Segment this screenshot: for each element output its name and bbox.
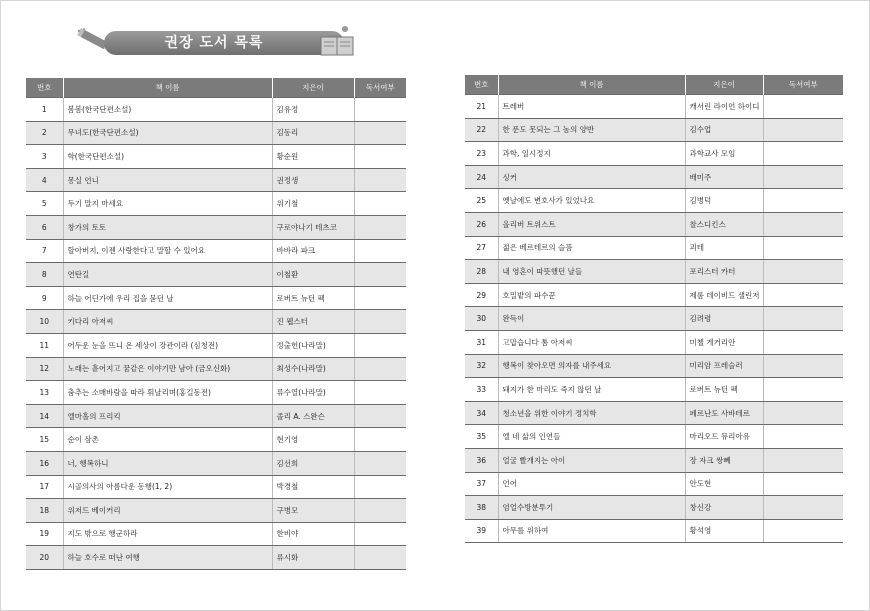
cell-num: 34 (465, 401, 498, 425)
header-author: 지은이 (272, 78, 354, 98)
cell-num: 1 (26, 98, 63, 122)
cell-book: 내 영혼이 따뜻했던 날들 (498, 260, 685, 284)
cell-read-check[interactable] (763, 118, 843, 142)
cell-book: 얼굴 빨개지는 아이 (498, 448, 685, 472)
cell-book: 시골의사의 아름다운 동행(1, 2) (63, 475, 272, 499)
cell-num: 23 (465, 142, 498, 166)
cell-author: 김동리 (272, 121, 354, 145)
table-row (465, 472, 843, 496)
table-row (26, 215, 406, 239)
cell-read-check[interactable] (354, 475, 406, 499)
cell-author: 페르난도 사바테르 (685, 401, 763, 425)
cell-book: 언어 (498, 472, 685, 496)
cell-num: 22 (465, 118, 498, 142)
table-row (26, 451, 406, 475)
cell-read-check[interactable] (354, 145, 406, 169)
cell-read-check[interactable] (763, 472, 843, 496)
cell-num: 29 (465, 283, 498, 307)
book-table-right (465, 75, 843, 543)
cell-book: 창가의 토토 (63, 215, 272, 239)
cell-author: 안도현 (685, 472, 763, 496)
cell-author: 최성수(나라말) (272, 357, 354, 381)
cell-author: 마리오드 뮤리아유 (685, 425, 763, 449)
cell-num: 19 (26, 522, 63, 546)
cell-num: 3 (26, 145, 63, 169)
table-row (465, 307, 843, 331)
cell-num: 11 (26, 333, 63, 357)
cell-num: 24 (465, 165, 498, 189)
cell-author: 로버트 뉴턴 펙 (272, 286, 354, 310)
title-banner (104, 25, 350, 59)
cell-read-check[interactable] (354, 310, 406, 334)
cell-book: 하늘 어딘가에 우리 집을 묻던 날 (63, 286, 272, 310)
cell-num: 5 (26, 192, 63, 216)
cell-book: 지도 밖으로 행군하라 (63, 522, 272, 546)
cell-book: 춤추는 소매바람을 따라 휘날리며(홍길동전) (63, 381, 272, 405)
cell-book: 행복이 찾아오면 의자를 내주세요 (498, 354, 685, 378)
cell-read-check[interactable] (763, 354, 843, 378)
cell-read-check[interactable] (763, 307, 843, 331)
cell-num: 26 (465, 212, 498, 236)
cell-book: 돼지가 한 마리도 죽지 않던 날 (498, 378, 685, 402)
cell-author: 미리암 프레슬러 (685, 354, 763, 378)
book-table-left (26, 78, 406, 570)
cell-num: 12 (26, 357, 63, 381)
header-read: 독서여부 (354, 78, 406, 98)
cell-num: 14 (26, 404, 63, 428)
table-row (465, 118, 843, 142)
table-row (465, 165, 843, 189)
cell-read-check[interactable] (354, 98, 406, 122)
cell-read-check[interactable] (354, 546, 406, 570)
table-header-row (465, 75, 843, 95)
cell-author: 장 자크 쌍뻬 (685, 448, 763, 472)
cell-read-check[interactable] (354, 286, 406, 310)
table-row (465, 189, 843, 213)
cell-read-check[interactable] (763, 260, 843, 284)
cell-author: 김병덕 (685, 189, 763, 213)
cell-book: 옛날에도 변호사가 있었나요 (498, 189, 685, 213)
cell-book: 키다리 아저씨 (63, 310, 272, 334)
table-row (465, 425, 843, 449)
cell-read-check[interactable] (763, 425, 843, 449)
cell-book: 몽실 언니 (63, 168, 272, 192)
cell-num: 38 (465, 496, 498, 520)
cell-book: 엘 네 삶의 인연들 (498, 425, 685, 449)
cell-book: 순이 삼촌 (63, 428, 272, 452)
cell-author: 로버트 뉴턴 펙 (685, 378, 763, 402)
cell-read-check[interactable] (763, 496, 843, 520)
header-num: 번호 (26, 78, 63, 98)
cell-num: 6 (26, 215, 63, 239)
cell-read-check[interactable] (763, 401, 843, 425)
table-row (26, 546, 406, 570)
cell-num: 30 (465, 307, 498, 331)
table-row (26, 286, 406, 310)
cell-read-check[interactable] (763, 330, 843, 354)
cell-author: 괴테 (685, 236, 763, 260)
table-row (465, 519, 843, 543)
cell-author: 위기철 (272, 192, 354, 216)
table-row (26, 475, 406, 499)
table-row (26, 239, 406, 263)
cell-read-check[interactable] (354, 168, 406, 192)
cell-read-check[interactable] (354, 404, 406, 428)
header-book: 책 이름 (63, 78, 272, 98)
cell-book: 학(한국단편소설) (63, 145, 272, 169)
cell-author: 박경철 (272, 475, 354, 499)
table-row (465, 401, 843, 425)
table-row (465, 142, 843, 166)
cell-book: 과학, 일시정지 (498, 142, 685, 166)
cell-author: 황순원 (272, 145, 354, 169)
cell-read-check[interactable] (763, 236, 843, 260)
cell-read-check[interactable] (354, 215, 406, 239)
header-book: 책 이름 (498, 75, 685, 95)
cell-num: 36 (465, 448, 498, 472)
cell-book: 두기 말지 마세요 (63, 192, 272, 216)
cell-num: 21 (465, 95, 498, 119)
table-row (26, 121, 406, 145)
table-row (26, 381, 406, 405)
cell-read-check[interactable] (354, 381, 406, 405)
cell-author: 김유정 (272, 98, 354, 122)
cell-num: 27 (465, 236, 498, 260)
cell-book: 아무를 위하여 (498, 519, 685, 543)
cell-author: 포리스터 카터 (685, 260, 763, 284)
cell-num: 32 (465, 354, 498, 378)
table-row (26, 263, 406, 287)
cell-book: 트레버 (498, 95, 685, 119)
cell-author: 캐서린 라이언 하이디 (685, 95, 763, 119)
cell-read-check[interactable] (763, 165, 843, 189)
table-row (465, 236, 843, 260)
cell-author: 미첼 게거리안 (685, 330, 763, 354)
cell-author: 김려령 (685, 307, 763, 331)
cell-num: 15 (26, 428, 63, 452)
table-row (465, 330, 843, 354)
cell-read-check[interactable] (354, 428, 406, 452)
table-row (26, 522, 406, 546)
cell-author: 제롬 데이비드 샐린저 (685, 283, 763, 307)
table-row (465, 448, 843, 472)
cell-author: 구로야나기 테츠코 (272, 215, 354, 239)
cell-author: 류수열(나라말) (272, 381, 354, 405)
cell-author: 찰스디킨스 (685, 212, 763, 236)
cell-book: 한 푼도 못되는 그 놈의 양반 (498, 118, 685, 142)
cell-num: 18 (26, 499, 63, 523)
cell-num: 10 (26, 310, 63, 334)
cell-book: 호밀밭의 파수꾼 (498, 283, 685, 307)
cell-num: 13 (26, 381, 63, 405)
cell-num: 37 (465, 472, 498, 496)
cell-read-check[interactable] (763, 448, 843, 472)
cell-read-check[interactable] (763, 189, 843, 213)
table-row (26, 310, 406, 334)
cell-author: 권정생 (272, 168, 354, 192)
cell-num: 17 (26, 475, 63, 499)
cell-num: 33 (465, 378, 498, 402)
cell-book: 고맙습니다 톰 아저씨 (498, 330, 685, 354)
cell-read-check[interactable] (763, 378, 843, 402)
cell-book: 싱커 (498, 165, 685, 189)
table-row (26, 499, 406, 523)
cell-author: 이철환 (272, 263, 354, 287)
cell-book: 어두운 눈을 뜨니 온 세상이 장관이라 (심청전) (63, 333, 272, 357)
cell-author: 배미주 (685, 165, 763, 189)
cell-num: 7 (26, 239, 63, 263)
cell-num: 39 (465, 519, 498, 543)
cell-book: 청소년을 위한 이야기 정치학 (498, 401, 685, 425)
table-row (465, 354, 843, 378)
cell-book: 젊은 베르테르의 슬픔 (498, 236, 685, 260)
cell-read-check[interactable] (763, 212, 843, 236)
table-row (26, 357, 406, 381)
cell-author: 졸리 A. 스완슨 (272, 404, 354, 428)
cell-read-check[interactable] (354, 121, 406, 145)
cell-book: 엘마홀의 프리킥 (63, 404, 272, 428)
cell-read-check[interactable] (354, 357, 406, 381)
cell-book: 위저드 베이커리 (63, 499, 272, 523)
table-row (26, 428, 406, 452)
table-row (465, 260, 843, 284)
cell-author: 과학교사 모임 (685, 142, 763, 166)
table-row (26, 168, 406, 192)
table-row (465, 496, 843, 520)
table-row (26, 333, 406, 357)
table-row (26, 192, 406, 216)
cell-author: 창신강 (685, 496, 763, 520)
cell-read-check[interactable] (354, 522, 406, 546)
table-row (465, 95, 843, 119)
cell-book: 하늘 호수로 떠난 여행 (63, 546, 272, 570)
cell-read-check[interactable] (354, 239, 406, 263)
cell-read-check[interactable] (354, 333, 406, 357)
cell-author: 현기영 (272, 428, 354, 452)
cell-author: 류시화 (272, 546, 354, 570)
cell-read-check[interactable] (354, 263, 406, 287)
cell-num: 16 (26, 451, 63, 475)
cell-author: 정출헌(나라말) (272, 333, 354, 357)
cell-read-check[interactable] (354, 451, 406, 475)
cell-num: 25 (465, 189, 498, 213)
cell-read-check[interactable] (763, 142, 843, 166)
table-row (26, 145, 406, 169)
cell-author: 한비야 (272, 522, 354, 546)
cell-book: 완득이 (498, 307, 685, 331)
header-read: 독서여부 (763, 75, 843, 95)
table-row (26, 98, 406, 122)
cell-author: 진 웹스터 (272, 310, 354, 334)
cell-author: 황석영 (685, 519, 763, 543)
cell-num: 2 (26, 121, 63, 145)
cell-author: 구병모 (272, 499, 354, 523)
cell-num: 28 (465, 260, 498, 284)
cell-author: 김선희 (272, 451, 354, 475)
table-row (26, 404, 406, 428)
header-num: 번호 (465, 75, 498, 95)
cell-book: 너, 행복하니 (63, 451, 272, 475)
cell-book: 할아버지, 이젠 사랑한다고 말할 수 있어요 (63, 239, 272, 263)
cell-read-check[interactable] (354, 499, 406, 523)
cell-book: 엄얼수방분투기 (498, 496, 685, 520)
book-icon (319, 23, 355, 59)
header-author: 지은이 (685, 75, 763, 95)
page-title: 권장 도서 목록 (164, 35, 264, 51)
cell-author: 김수업 (685, 118, 763, 142)
cell-read-check[interactable] (354, 192, 406, 216)
cell-num: 4 (26, 168, 63, 192)
table-row (465, 283, 843, 307)
cell-num: 35 (465, 425, 498, 449)
cell-read-check[interactable] (763, 283, 843, 307)
cell-book: 노래는 흩어지고 꿈같은 이야기만 남아 (금오신화) (63, 357, 272, 381)
cell-book: 올리버 트위스트 (498, 212, 685, 236)
cell-book: 봄봄(한국단편소설) (63, 98, 272, 122)
cell-book: 연탄길 (63, 263, 272, 287)
cell-num: 9 (26, 286, 63, 310)
cell-num: 8 (26, 263, 63, 287)
table-row (465, 212, 843, 236)
cell-read-check[interactable] (763, 95, 843, 119)
table-row (465, 378, 843, 402)
table-header-row (26, 78, 406, 98)
cell-read-check[interactable] (763, 519, 843, 543)
cell-book: 무녀도(한국단편소설) (63, 121, 272, 145)
cell-author: 바바라 파크 (272, 239, 354, 263)
cell-num: 31 (465, 330, 498, 354)
cell-num: 20 (26, 546, 63, 570)
